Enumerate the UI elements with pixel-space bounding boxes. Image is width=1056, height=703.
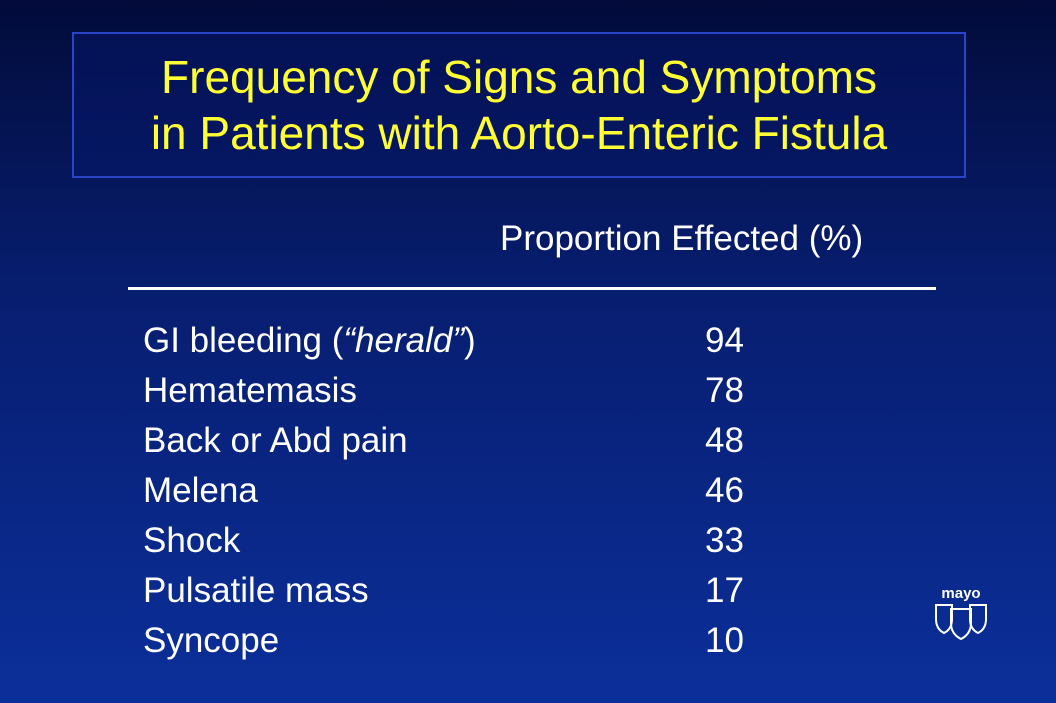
row-label: Syncope	[143, 621, 280, 660]
table-row	[143, 616, 783, 666]
row-value: 17	[705, 571, 744, 610]
mayo-logo	[932, 586, 990, 642]
table-row	[143, 466, 783, 516]
table-row	[143, 416, 783, 466]
header-divider	[128, 287, 936, 290]
table-row	[143, 366, 783, 416]
row-label: Hematemasis	[143, 371, 357, 410]
row-value: 48	[705, 421, 744, 460]
row-label: Back or Abd pain	[143, 421, 408, 460]
row-value: 94	[705, 321, 744, 360]
row-value: 46	[705, 471, 744, 510]
row-label: Shock	[143, 521, 241, 560]
row-value: 33	[705, 521, 744, 560]
table-row	[143, 516, 783, 566]
symptom-table	[143, 316, 783, 666]
title-line-1: Frequency of Signs and Symptoms	[161, 51, 877, 103]
title-line-2: in Patients with Aorto-Enteric Fistula	[150, 107, 888, 159]
mayo-shields-icon	[934, 603, 988, 641]
row-label	[143, 316, 476, 366]
row-label-prefix: GI bleeding (	[143, 321, 344, 360]
row-label: Melena	[143, 471, 258, 510]
table-row	[143, 566, 783, 616]
row-value: 10	[705, 621, 744, 660]
table-row	[143, 316, 783, 366]
title-box	[72, 32, 966, 178]
logo-text: mayo	[941, 585, 981, 602]
row-label-italic: “herald”	[343, 321, 465, 360]
row-label-suffix: )	[464, 321, 476, 360]
column-header: Proportion Effected (%)	[500, 219, 864, 258]
row-value: 78	[705, 371, 744, 410]
row-label: Pulsatile mass	[143, 571, 369, 610]
